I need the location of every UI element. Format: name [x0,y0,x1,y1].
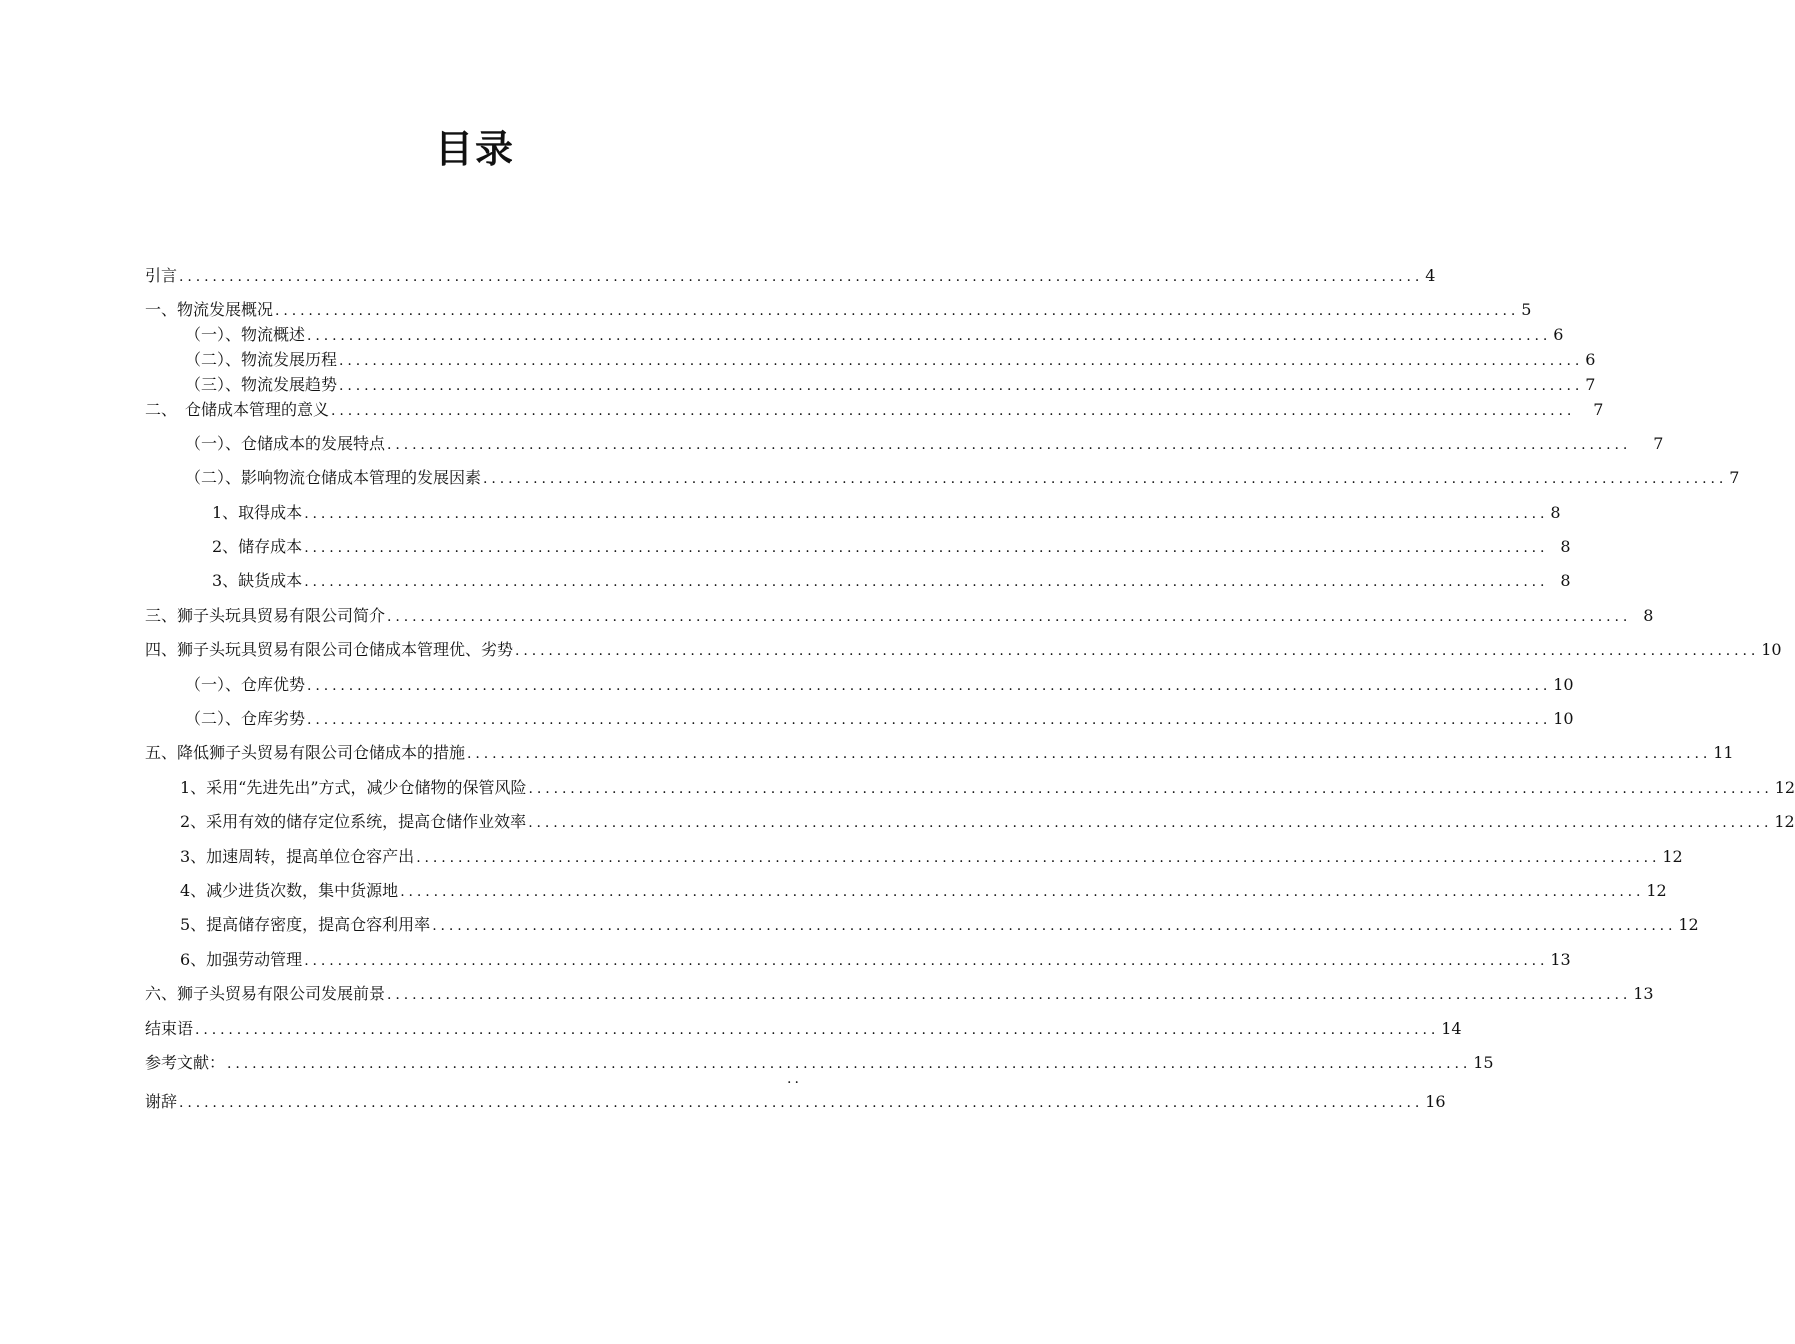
toc-entry-text: 2、采用有效的储存定位系统，提高仓储作业效率 [180,812,527,831]
toc-leader: ..................................................................................................................................................... [387,609,1632,625]
toc-entry[interactable] [185,466,1740,490]
toc-leader: ..................................................................................................................................................... [432,918,1677,934]
toc-entry-text: 1、采用“先进先出”方式，减少仓储物的保管风险 [180,778,527,797]
toc-entry[interactable] [145,638,1782,662]
toc-entry-page: 4 [1425,266,1436,285]
toc-entry-text: 参考文献： [145,1053,226,1072]
toc-entry-text: 引言 [145,266,178,285]
toc-entry-text: 结束语 [145,1019,194,1038]
toc-entry-page: 10 [1761,640,1782,659]
toc-entry[interactable] [145,298,1532,322]
toc-entry[interactable] [185,348,1596,372]
toc-entry-text: （一）、物流概述 [185,325,306,344]
wrapped-leader-dots: .. [787,1071,802,1087]
toc-entry-text: 5、提高储存密度，提高仓容利用率 [180,915,431,934]
toc-entry-page: 12 [1774,812,1795,831]
toc-entry[interactable] [145,1017,1462,1041]
toc-entry-page: 6 [1585,350,1596,369]
toc-entry-text: （一）、仓库优势 [185,675,306,694]
toc-leader: ..................................................................................................................................................... [304,574,1549,590]
toc-leader: ..................................................................................................................................................... [528,781,1773,797]
toc-entry[interactable] [185,373,1596,397]
toc-entry-text: （二）、仓库劣势 [185,709,306,728]
toc-entry[interactable] [185,707,1574,731]
toc-entry-page: 8 [1560,537,1571,556]
toc-entry-page: 5 [1521,300,1532,319]
toc-entry-text: 五、降低狮子头贸易有限公司仓储成本的措施 [145,743,466,762]
toc-entry-page: 11 [1713,743,1734,762]
toc-entry-text: 6、加强劳动管理 [180,950,303,969]
toc-entry[interactable] [145,982,1654,1006]
toc-entry[interactable] [180,776,1795,800]
toc-leader: ..................................................................................................................................................... [387,987,1632,1003]
toc-leader: ..................................................................................................................................................... [304,540,1549,556]
toc-leader: ..................................................................................................................................................... [387,437,1632,453]
toc-leader: ..................................................................................................................................................... [339,378,1584,394]
toc-entry-text: 一、物流发展概况 [145,300,274,319]
toc-entry-page: 7 [1729,468,1740,487]
toc-entry-text: （一）、仓储成本的发展特点 [185,434,386,453]
toc-entry-page: 8 [1643,606,1654,625]
toc-entry-page: 7 [1653,434,1664,453]
toc-entry-page: 8 [1560,571,1571,590]
toc-entry-text: 1、取得成本 [212,503,303,522]
toc-entry[interactable] [185,673,1574,697]
toc-entry-page: 7 [1593,400,1604,419]
toc-entry[interactable] [185,432,1664,456]
toc-leader: ..................................................................................................................................................... [304,953,1549,969]
toc-entry-page: 13 [1633,984,1654,1003]
toc-entry-text: 四、狮子头玩具贸易有限公司仓储成本管理优、劣势 [145,640,514,659]
toc-entry[interactable] [145,1090,1446,1114]
toc-entry[interactable] [180,913,1699,937]
toc-entry-page: 10 [1553,675,1574,694]
toc-entry-text: 谢辞 [145,1092,178,1111]
toc-leader: ..................................................................................................................................................... [339,353,1584,369]
toc-entry-text: 3、缺货成本 [212,571,303,590]
toc-leader: ..................................................................................................................................................... [528,815,1773,831]
toc-entry-page: 12 [1774,778,1795,797]
toc-entry-text: 二、 仓储成本管理的意义 [145,400,330,419]
toc-leader: ..................................................................................................................................................... [179,1095,1424,1111]
toc-leader: ..................................................................................................................................................... [483,471,1728,487]
toc-entry[interactable] [145,1051,1494,1075]
toc-entry[interactable] [145,264,1436,288]
toc-entry-text: 六、狮子头贸易有限公司发展前景 [145,984,386,1003]
toc-entry-page: 12 [1678,915,1699,934]
toc-entry-text: 三、狮子头玩具贸易有限公司简介 [145,606,386,625]
toc-entry-page: 12 [1646,881,1667,900]
toc-entry-text: 2、储存成本 [212,537,303,556]
toc-entry-page: 8 [1550,503,1561,522]
toc-leader: ..................................................................................................................................................... [227,1056,1472,1072]
toc-entry[interactable] [145,741,1734,765]
toc-entry-page: 16 [1425,1092,1446,1111]
toc-entry[interactable] [180,879,1667,903]
toc-entry[interactable] [180,948,1571,972]
toc-entry-page: 14 [1441,1019,1462,1038]
toc-leader: ..................................................................................................................................................... [307,328,1552,344]
toc-leader: ..................................................................................................................................................... [416,850,1661,866]
toc-entry-page: 15 [1473,1053,1494,1072]
toc-entry-page: 10 [1553,709,1574,728]
toc-entry[interactable] [180,845,1683,869]
toc-leader: ..................................................................................................................................................... [515,643,1760,659]
toc-entry[interactable] [180,810,1795,834]
toc-leader: ..................................................................................................................................................... [275,303,1520,319]
toc-leader: ..................................................................................................................................................... [467,746,1712,762]
toc-leader: ..................................................................................................................................................... [179,269,1424,285]
toc-entry-page: 12 [1662,847,1683,866]
toc-entry-text: （二）、物流发展历程 [185,350,338,369]
toc-entry-page: 13 [1550,950,1571,969]
toc-entry[interactable] [145,604,1654,628]
toc-entry-text: （三）、物流发展趋势 [185,375,338,394]
page-title: 目录 [434,127,515,171]
toc-leader: ..................................................................................................................................................... [307,712,1552,728]
toc-entry-text: 3、加速周转，提高单位仓容产出 [180,847,415,866]
toc-entry[interactable] [145,398,1604,422]
toc-entry-page: 6 [1553,325,1564,344]
toc-leader: ..................................................................................................................................................... [304,506,1549,522]
toc-entry[interactable] [185,323,1564,347]
toc-leader: ..................................................................................................................................................... [195,1022,1440,1038]
toc-leader: ..................................................................................................................................................... [400,884,1645,900]
toc-entry-page: 7 [1585,375,1596,394]
toc-entry-text: 4、减少进货次数，集中货源地 [180,881,399,900]
toc-entry-text: （二）、影响物流仓储成本管理的发展因素 [185,468,482,487]
toc-entry[interactable] [212,535,1571,559]
toc-entry[interactable] [212,501,1561,525]
toc-leader: ..................................................................................................................................................... [331,403,1576,419]
toc-leader: ..................................................................................................................................................... [307,678,1552,694]
toc-entry[interactable] [212,569,1571,593]
